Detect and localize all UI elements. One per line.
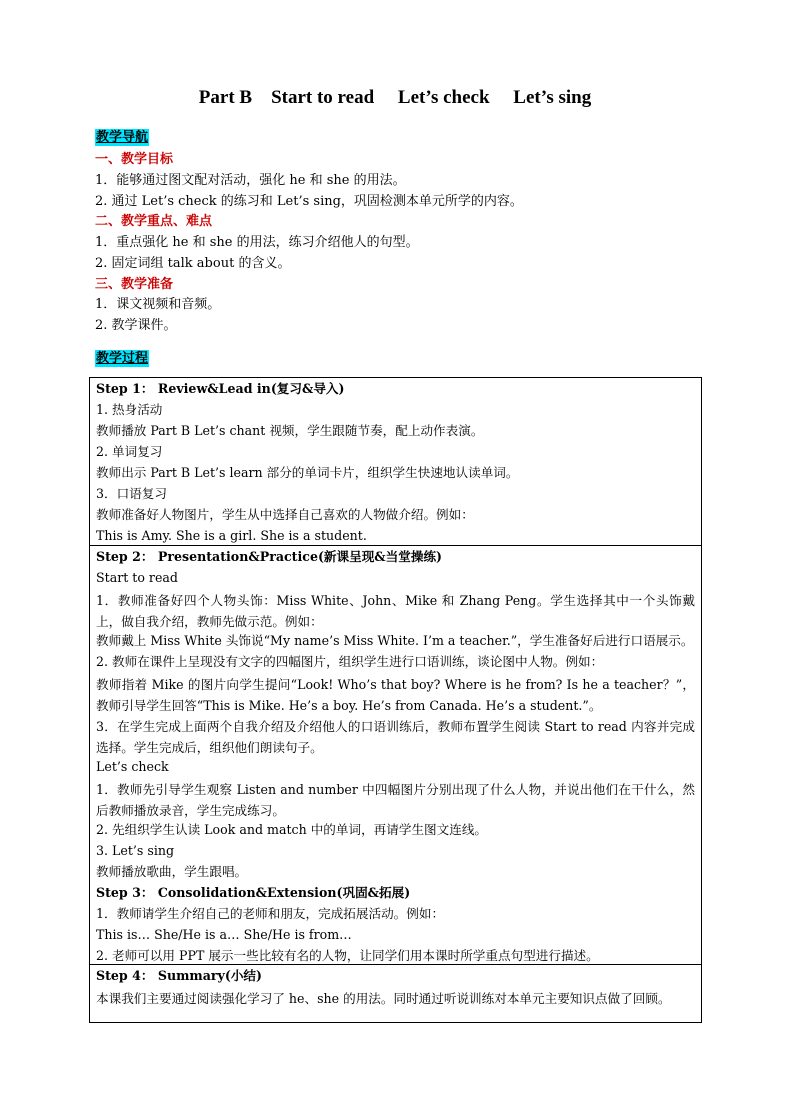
prep-item: 2. 教学课件。	[95, 318, 177, 333]
keypoint-item: 1．重点强化 he 和 she 的用法，练习介绍他人的句型。	[95, 235, 419, 250]
objective-item: 2. 通过 Let’s check 的练习和 Let’s sing，巩固检测本单元所学的内容。	[95, 194, 523, 209]
step4-title: Step 4： Summary(小结)	[96, 968, 262, 983]
step1-line: 3．口语复习	[96, 486, 167, 501]
step1-line: 教师准备好人物图片，学生从中选择自己喜欢的人物做介绍。例如：	[96, 507, 474, 522]
step2-paragraph: 1．教师先引导学生观察 Listen and number 中四幅图片分别出现了什么人物，并说出他们在干什么，然后教师播放录音，学生完成练习。	[96, 782, 695, 818]
objective-item: 1．能够通过图文配对活动，强化 he 和 she 的用法。	[95, 173, 406, 188]
row-divider	[90, 545, 701, 546]
step1-line: 教师出示 Part B Let’s learn 部分的单词卡片，组织学生快速地认读单词。	[96, 465, 519, 480]
step2-paragraph: 教师戴上 Miss White 头饰说“My name’s Miss White. I’m a teacher.”，学生准备好后进行口语展示。	[96, 633, 694, 648]
prep-heading: 三、教学准备	[95, 277, 174, 292]
step2-paragraph: 教师播放歌曲，学生跟唱。	[96, 864, 248, 879]
keypoint-item: 2. 固定词组 talk about 的含义。	[95, 256, 291, 271]
section-heading-nav: 教学导航	[96, 130, 149, 145]
objectives-heading: 一、教学目标	[95, 152, 174, 167]
row-divider	[90, 964, 701, 965]
section-heading-process: 教学过程	[96, 351, 149, 366]
step2-paragraph: 教师指着 Mike 的图片向学生提问“Look! Who’s that boy? Where is he from? Is he a teacher？”，教师引导学生回答“This is Mike. He’s a boy. He’s from Canada. He’s a student.”。	[96, 677, 695, 713]
prep-item: 1．课文视频和音频。	[95, 297, 221, 312]
step1-line: 教师播放 Part B Let’s chant 视频，学生跟随节奏，配上动作表演。	[96, 423, 484, 438]
keypoints-heading: 二、教学重点、难点	[95, 214, 213, 229]
step3-line: This is… She/He is a… She/He is from…	[96, 927, 352, 942]
step1-line: 1. 热身活动	[96, 402, 163, 417]
step1-line: This is Amy. She is a girl. She is a student.	[96, 528, 367, 543]
page-title: Part B Start to read Let’s check Let’s sing	[198, 87, 592, 108]
step3-line: 1．教师请学生介绍自己的老师和朋友，完成拓展活动。例如：	[96, 906, 445, 921]
step3-line: 2. 老师可以用 PPT 展示一些比较有名的人物，让同学们用本课时所学重点句型进行描述。	[96, 948, 599, 963]
step1-line: 2. 单词复习	[96, 444, 163, 459]
step3-title: Step 3： Consolidation&Extension(巩固&拓展)	[96, 885, 411, 900]
step2-paragraph: 2. 教师在课件上呈现没有文字的四幅图片，组织学生进行口语训练，谈论图中人物。例如：	[96, 654, 604, 669]
step2-subheading: Start to read	[96, 570, 178, 585]
process-table	[89, 377, 702, 1023]
step1-title: Step 1： Review&Lead in(复习&导入)	[96, 381, 345, 396]
step2-subheading: 3. Let’s sing	[96, 843, 175, 858]
step2-paragraph: 3．在学生完成上面两个自我介绍及介绍他人的口语训练后，教师布置学生阅读 Start to read 内容并完成选择。学生完成后，组织他们朗读句子。	[96, 719, 695, 755]
step4-line: 本课我们主要通过阅读强化学习了 he、she 的用法。同时通过听说训练对本单元主要知识点做了回顾。	[96, 991, 671, 1006]
step2-paragraph: 2. 先组织学生认读 Look and match 中的单词，再请学生图文连线。	[96, 822, 488, 837]
step2-subheading: Let’s check	[96, 759, 169, 774]
step2-paragraph: 1．教师准备好四个人物头饰：Miss White、John、Mike 和 Zhang Peng。学生选择其中一个头饰戴上，做自我介绍，教师先做示范。例如：	[96, 593, 695, 629]
step2-title: Step 2： Presentation&Practice(新课呈现&当堂操练)	[96, 549, 442, 564]
